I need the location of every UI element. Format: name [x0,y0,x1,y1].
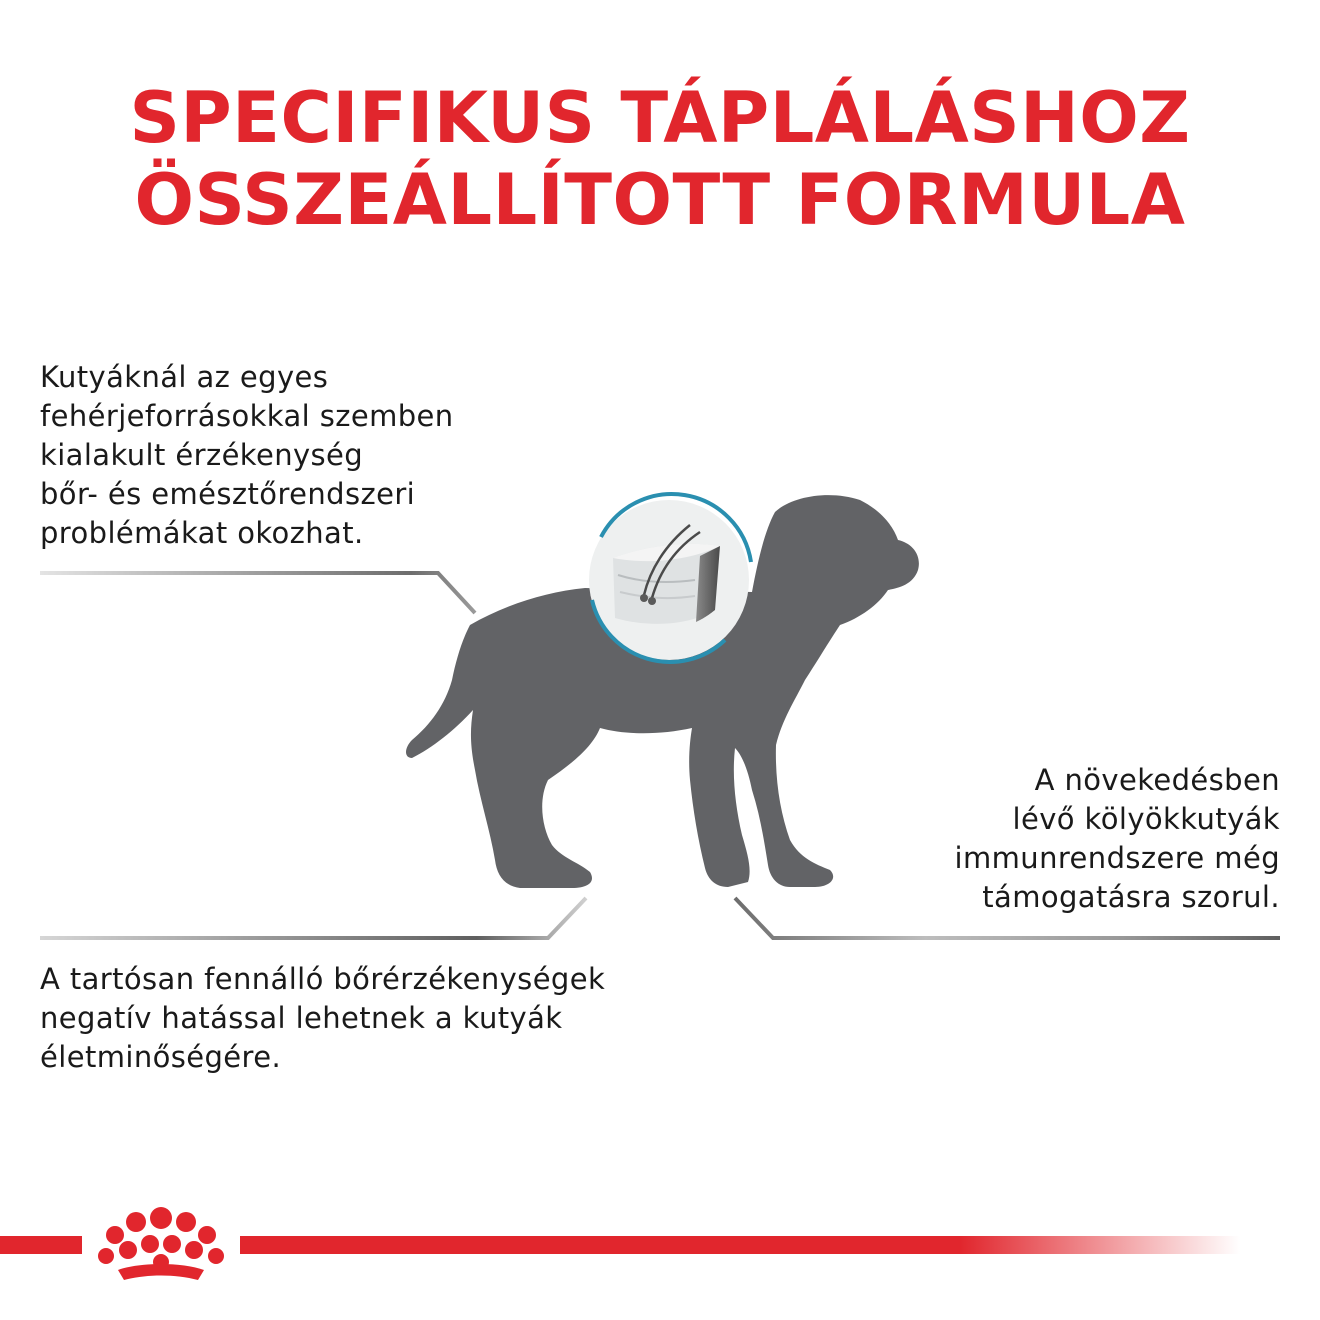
callout-line: életminőségére. [40,1040,282,1074]
callout-line: támogatásra szorul. [982,880,1280,914]
callout-line: A növekedésben [1034,763,1280,797]
callout-line: kialakult érzékenység [40,438,364,472]
brand-bar-left [0,1236,82,1254]
crown-logo-icon [98,1207,224,1280]
skin-cross-section-icon [584,494,751,668]
leader-line-bottom-left [40,898,586,938]
callout-line: negatív hatással lehetnek a kutyák [40,1001,563,1035]
headline-line-1: SPECIFIKUS TÁPLÁLÁSHOZ [129,76,1191,159]
callout-line: immunrendszere még [954,841,1280,875]
callout-line: bőr- és emésztőrendszeri [40,477,416,511]
callout-line: Kutyáknál az egyes [40,360,329,394]
brand-bar-right [240,1236,1240,1254]
callout-line: fehérjeforrásokkal szemben [40,399,454,433]
headline-line-2: ÖSSZEÁLLÍTOTT FORMULA [134,158,1186,241]
callout-line: lévő kölyökkutyák [1012,802,1280,836]
leader-line-top-left [40,573,475,613]
callout-line: A tartósan fennálló bőrérzékenységek [40,962,606,996]
leader-line-right [735,898,1280,938]
callout-line: problémákat okozhat. [40,516,364,550]
